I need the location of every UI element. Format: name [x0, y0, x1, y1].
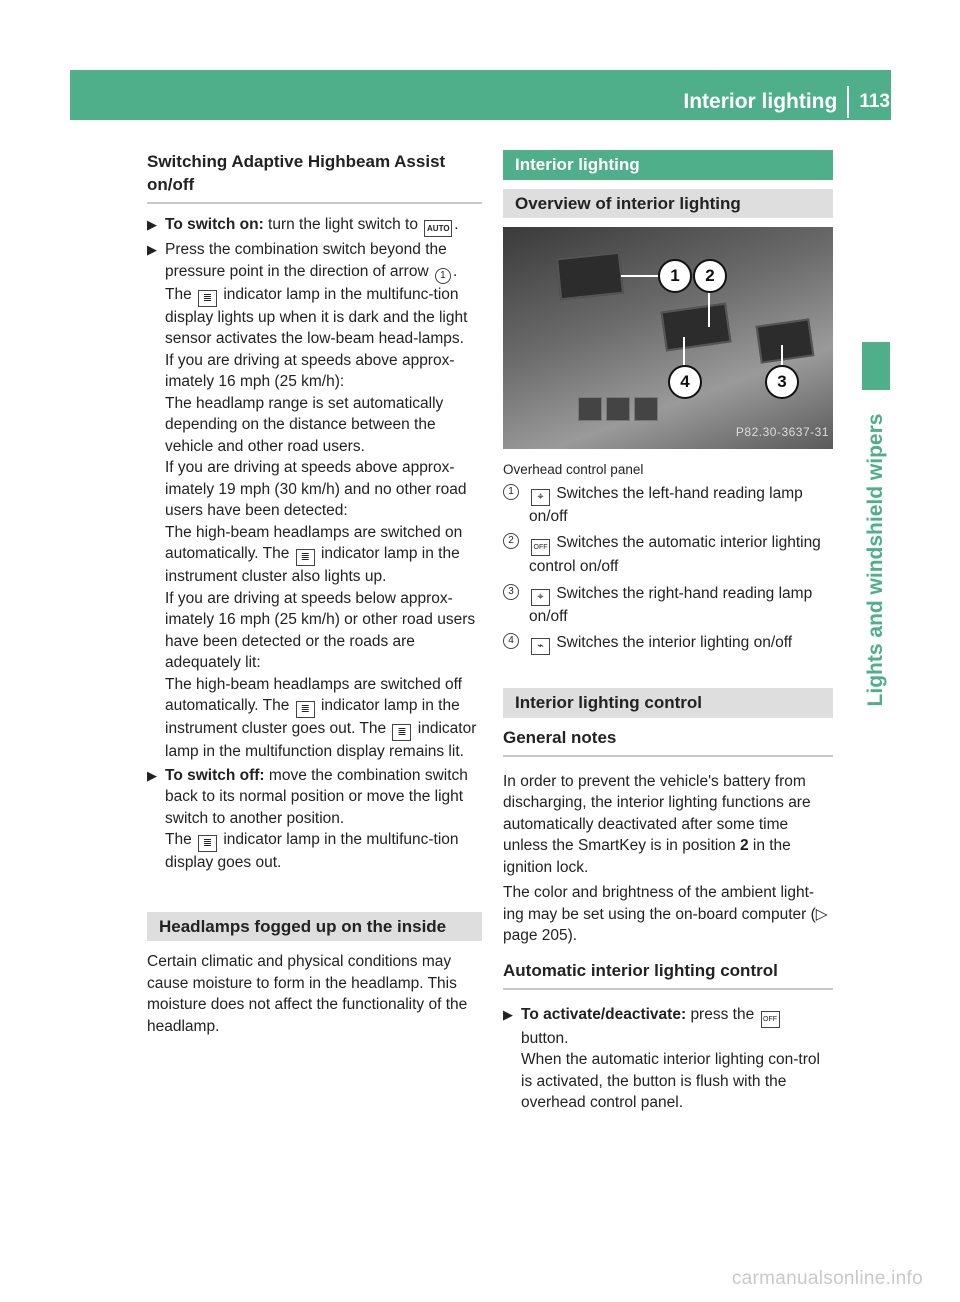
the-word: The	[165, 831, 192, 848]
legend-item	[503, 483, 833, 528]
overhead-panel-photo	[503, 227, 833, 449]
legend-text: Switches the right-hand reading lamp on/off	[529, 584, 813, 625]
lower-button	[606, 397, 630, 421]
right-reading-lamp-switch	[756, 318, 815, 363]
heading-adaptive-highbeam: Switching Adaptive Highbeam Assist on/off	[147, 150, 482, 204]
step-arrow-icon: ▶	[147, 242, 157, 257]
switch-off-text: move the combination switch back to its normal position or move the light switch to another position.	[165, 766, 468, 827]
auto-lighting-icon: OFF	[761, 1011, 780, 1028]
auto-lighting-heading: Automatic interior lighting control	[503, 959, 833, 990]
para-range: The headlamp range is set automatically depending on the distance between the vehicle and other road users.	[165, 394, 444, 455]
highbeam-assist-icon: ≣	[198, 835, 217, 852]
para-speed-16: If you are driving at speeds above approx-imately 16 mph (25 km/h):	[165, 351, 455, 390]
photo-caption: Overhead control panel	[503, 462, 644, 477]
left-column	[147, 150, 482, 1037]
auto-lighting-icon: OFF	[531, 539, 550, 556]
para-speed-19: If you are driving at speeds above approx-imately 19 mph (30 km/h) and no other road users have been detected:	[165, 459, 467, 519]
switch-on-text: turn the light switch to	[268, 216, 418, 233]
the-word: The	[165, 285, 192, 303]
para-speed-below: If you are driving at speeds below approx-imately 16 mph (25 km/h) or other road users have been detected or the roads are adequately lit:	[165, 589, 476, 671]
general-notes-heading: General notes	[503, 726, 833, 757]
callout-4: 4	[668, 365, 702, 399]
legend-number: 3	[503, 584, 519, 600]
indicator-text: indicator lamp in the multifunc-tion display lights up when it is dark and the light sensor activates the low-beam head-lamps.	[165, 285, 468, 347]
callout-line	[781, 345, 783, 367]
side-tab-marker	[862, 342, 890, 390]
notes-para-a: In order to prevent the vehicle's battery from discharging, the interior lighting functions are automatically deactivated after some time unless the SmartKey is in position	[503, 772, 811, 854]
legend-item	[503, 583, 833, 628]
callout-2: 2	[693, 259, 727, 293]
para-goes-out: indicator lamp in the multifunc-tion display goes out.	[165, 831, 459, 871]
key-position: 2	[739, 837, 749, 854]
step-arrow-icon: ▶	[503, 1006, 513, 1022]
page-number: 113	[859, 91, 890, 112]
legend-number: 2	[503, 533, 519, 549]
auto-icon: AUTO	[424, 220, 452, 237]
legend-number: 4	[503, 633, 519, 649]
highbeam-assist-icon: ≣	[198, 290, 217, 307]
callout-3: 3	[765, 365, 799, 399]
callout-line	[621, 275, 661, 277]
para-off-c: indicator lamp in the multifunction display remains lit.	[165, 720, 477, 760]
press-text: Press the combination switch beyond the pressure point in the direction of arrow	[165, 241, 447, 280]
para-off-b: indicator lamp in the instrument cluster goes out. The	[165, 697, 460, 737]
side-section-label: Lights and windshield wipers	[864, 413, 887, 707]
right-column	[503, 150, 833, 1116]
legend-text: Switches the left-hand reading lamp on/off	[529, 484, 803, 525]
center-switch	[661, 303, 732, 352]
section-title: Interior lighting	[503, 150, 833, 180]
step-arrow-icon: ▶	[147, 767, 157, 783]
switch-off-label: To switch off:	[165, 766, 265, 784]
control-title: Interior lighting control	[503, 688, 833, 718]
high-beam-icon: ≣	[296, 549, 315, 566]
legend-item	[503, 532, 833, 578]
highbeam-assist-icon: ≣	[392, 724, 411, 741]
activate-note: When the automatic interior lighting con-trol is activated, the button is flush with the overhead control panel.	[521, 1051, 820, 1111]
overview-title: Overview of interior lighting	[503, 189, 833, 219]
watermark: carmanualsonline.info	[731, 1268, 923, 1289]
callout-1: 1	[658, 259, 692, 293]
lower-button	[634, 397, 658, 421]
notes-para-b: in the ignition lock.	[503, 837, 791, 876]
lower-button	[578, 397, 602, 421]
step-switch-off	[147, 765, 482, 874]
legend-text: Switches the automatic interior lighting control on/off	[529, 534, 821, 575]
callout-1-icon: 1	[435, 268, 451, 284]
switch-on-label: To switch on:	[165, 216, 264, 233]
step-activate	[503, 1004, 833, 1114]
para-off-a: The high-beam headlamps are switched off automatically. The	[165, 675, 462, 714]
para-on-a: The high-beam headlamps are switched on automatically. The	[165, 523, 463, 562]
reading-lamp-icon: ⌖	[531, 589, 550, 606]
legend-number: 1	[503, 484, 519, 500]
heading-fogged: Headlamps fogged up on the inside	[147, 912, 482, 942]
header-title: Interior lighting	[683, 90, 838, 113]
interior-light-icon: ⌁	[531, 638, 550, 655]
activate-button-word: button.	[521, 1029, 569, 1047]
para-on-b: indicator lamp in the instrument cluster also lights up.	[165, 545, 460, 585]
legend-item	[503, 632, 833, 655]
notes-para-ambient: The color and brightness of the ambient light-ing may be set using the on-board computer (▷ page 205).	[503, 884, 828, 944]
left-reading-lamp-switch	[556, 252, 624, 300]
step-press-switch: ▶ Press the combination switch beyond the pressure point in the direction of arrow 1 . The ≣ indicator lamp in the multifunc-tion display lights up when it is dark and the light sensor activates the low-beam head-lamps. If you are driving at speeds above approx-imately 16 mph (25 km/h): The headlamp range is set automatically depending on the distance between the vehicle and other road users. If you are driving at speeds above approx-imately 19 mph (30 km/h) and no other road users have been detected: The high-beam headlamps are switched on automatically. The ≣ indicator lamp in the instrument cluster also lights up. If you are driving at speeds below approx-imately 16 mph (25 km/h) or other road users have been detected or the roads are adequately lit: The high-beam headlamps are switched off automatically. The ≣ indicator lamp in the instrument cluster goes out. The ≣ indicator lamp in the multifunction display remains lit.	[147, 239, 482, 763]
reading-lamp-icon: ⌖	[531, 489, 550, 506]
high-beam-icon: ≣	[296, 701, 315, 718]
legend-text: Switches the interior lighting on/off	[556, 634, 793, 651]
figure-reference: P82.30-3637-31	[735, 424, 829, 439]
running-header	[683, 86, 890, 118]
step-arrow-icon: ▶	[147, 217, 157, 232]
fog-text: Certain climatic and physical conditions may cause moisture to form in the headlamp. This moisture does not affect the functionality of the headlamp.	[147, 953, 468, 1035]
step-switch-on: ▶ To switch on: turn the light switch to AUTO .	[147, 214, 482, 237]
callout-line	[708, 289, 710, 327]
activate-text: press the	[690, 1005, 755, 1023]
activate-label: To activate/deactivate:	[521, 1005, 687, 1023]
